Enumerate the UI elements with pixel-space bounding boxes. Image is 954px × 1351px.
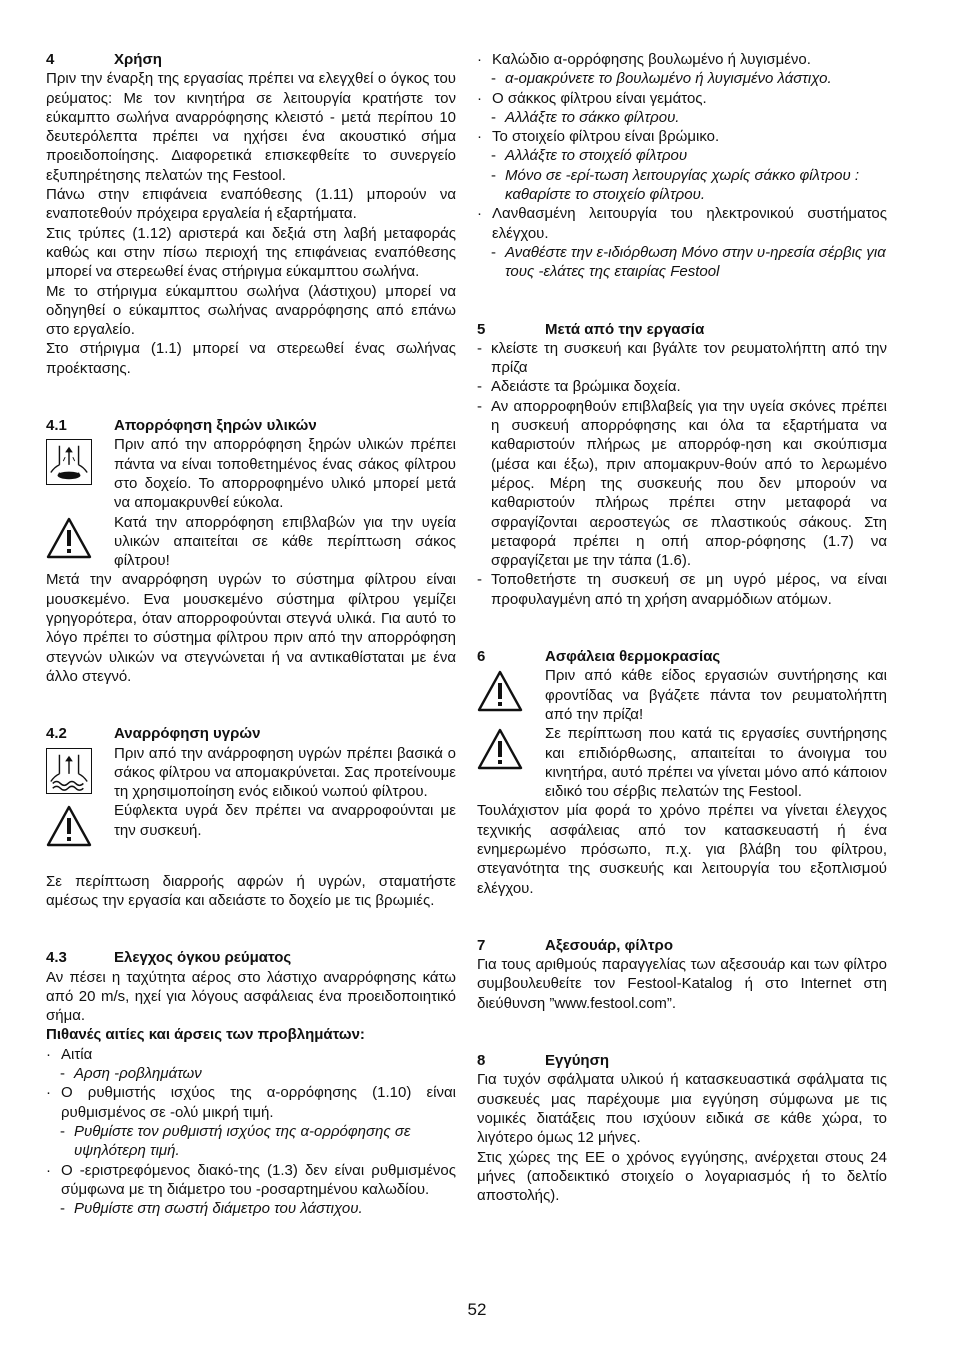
paragraph: Εύφλεκτα υγρά δεν πρέπει να αναρροφούνται με την συσκευή. (114, 802, 456, 839)
warning-icon (477, 728, 523, 770)
section-title: Εγγύηση (545, 1052, 610, 1070)
list-item: · Ο ρυθμιστής ισχύος της α-ορρόφησης (1.10) είναι ρυθμισμένος σε -ολύ μικρή τιμή. (46, 1084, 456, 1121)
list-item: · Ο -εριστρεφόμενος διακό-της (1.3) δεν είναι ρυθμισμένος σύμφωνα με τη διάμετρο του -ροσαρτημένου καλωδίου. (46, 1161, 456, 1198)
section-number: 5 (477, 320, 486, 338)
section-number: 4.2 (46, 725, 67, 743)
list-item: · Αιτία (46, 1045, 93, 1063)
right-column (477, 50, 887, 1205)
section-4-1-heading (46, 416, 456, 435)
paragraph: Σε περίπτωση διαρροής αφρών ή υγρών, σταματήστε αμέσως την εργασία και αδειάστε το δοχείο με τις βρωμιές. (46, 872, 456, 909)
dry-material-icon (46, 439, 92, 485)
paragraph: Τουλάχιστον μία φορά το χρόνο πρέπει να γίνεται έλεγχος τεχνικής ασφάλειας από τον κατασκευαστή ή ένα ενημερωμένο πρόσωπο, π.χ. για βλάβη του φίλτρου, στεγανότητα της συσκευής και λειτουργία του εξοπλισμού ελέγχου. (477, 802, 887, 897)
section-title: Αξεσουάρ, φίλτρο (545, 936, 673, 954)
section-number: 4 (46, 51, 55, 68)
warning-block (477, 666, 887, 724)
warning-icon (46, 517, 92, 559)
paragraph: Αν πέσει η ταχύτητα αέρος στο λάστιχο αναρρόφησης κάτω από 20 m/s, ηχεί για λόγους ασφάλειας ένα προειδοποιητικό σήμα. (46, 968, 456, 1025)
section-number: 8 (477, 1052, 486, 1070)
page-number: 52 (467, 1300, 487, 1319)
list-subitem: - Ρυθμίστε τον ρυθμιστή ισχύος της α-ορρόφησης σε υψηλότερη τιμή. (60, 1122, 411, 1160)
paragraph: Κατά την απορρόφηση επιβλαβών για την υγεία υλικών απαιτείται σε κάθε περίπτωση σάκος φίλτρου! (114, 513, 456, 570)
list-item: - Τοποθετήστε τη συσκευή σε μη υγρό μέρος, να είναι προφυλαγμένη από τη χρήση αναρμόδιων ατόμων. (477, 571, 887, 608)
paragraph: Για τυχόν σφάλματα υλικού ή κατασκευαστικά σφάλματα τις συσκευές μας παρέχουμε μια εγγύηση σύμφωνα με τις νομικές διατάξεις που ισχύουν ειδικά σε κάθε χώρα, το λιγότερο όμως 12 μήνες. (477, 1071, 887, 1147)
list-subitem: - Αρση -ροβλημάτων (60, 1065, 202, 1083)
list-subitem: - Αλλάξτε το σάκκο φίλτρου. (491, 108, 680, 126)
section-title: Ασφάλεια θερμοκρασίας (545, 648, 721, 666)
list-item: · Ο σάκκος φίλτρου είναι γεμάτος. (477, 89, 707, 107)
paragraph: Στο στήριγμα (1.1) μπορεί να στερεωθεί ένας σωλήνας προέκτασης. (46, 340, 456, 377)
warning-block (46, 513, 456, 571)
section-title: Ελεγχος όγκου ρεύματος (114, 949, 292, 967)
paragraph: Πριν από κάθε είδος εργασιών συντήρησης και φροντίδας να βγάζετε πάντα τον ρευματολήπτη από την πρίζα! (545, 667, 887, 723)
list-item: - κλείστε τη συσκευή και βγάλτε τον ρευματολήπτη από την πρίζα (477, 339, 887, 377)
paragraph: Σε περίπτωση που κατά τις εργασίες συντήρησης και επιδιόρθωσης, απαιτείται το άνοιγμα του κινητήρα, αυτό πρέπει να γίνεται μόνο από κάποιον ειδικό του σέρβις πελατών της Festool. (545, 725, 887, 801)
section-title: Χρήση (114, 51, 162, 68)
list-item: · Το στοιχείο φίλτρου είναι βρώμικο. (477, 128, 720, 146)
section-title: Μετά από την εργασία (545, 320, 705, 338)
section-5-heading (477, 320, 887, 339)
section-number: 6 (477, 648, 486, 666)
warning-icon (46, 805, 92, 847)
list-item: · Λανθασμένη λειτουργία του ηλεκτρονικού συστήματος ελέγχου. (477, 205, 887, 242)
paragraph: Πριν από την απορρόφηση ξηρών υλικών πρέπει πάντα να είναι τοποθετημένος ένας σάκος φίλτρου στο δοχείο. Το απορροφημένο υλικό μπορεί μετά να απομακρυνθεί εύκολα. (114, 436, 456, 512)
section-4-heading (46, 50, 456, 69)
section-title: Αναρρόφηση υγρών (114, 725, 261, 743)
dry-suction-block (46, 435, 456, 512)
warning-block (46, 801, 456, 852)
paragraph: Πριν από την ανάρροφηση υγρών πρέπει βασικά ο σάκος φίλτρου να απομακρύνεται. Σας προτείνουμε τη χρησιμοποίηση ενός ειδικού νωπού φίλτρου. (114, 744, 456, 801)
section-6-heading (477, 647, 887, 666)
paragraph: Με το στήριγμα εύκαμπτου σωλήνα (λάστιχου) μπορεί να οδηγηθεί ο εύκαμπτος σωλήνας αναρρόφησης από επάνω στο εργαλείο. (46, 282, 456, 339)
paragraph: Πριν την έναρξη της εργασίας πρέπει να ελεγχθεί ο όγκος του ρεύματος: Με τον κινητήρα σε λειτουργία κρατήστε τον εύκαμπτο σωλήνα αναρρόφησης κλειστό - μετά περίπου 10 δευτερόλεπτα πρέπει να ηχήσει ένα ακουστικό σήμα προειδοποίησης. Διαφορετικά επισκεφθείτε το συνεργείο εξυπηρέτησης πελατών της Festool. (46, 70, 456, 184)
wet-suction-block (46, 744, 456, 802)
list-subitem: - Αναθέστε την ε-ιδιόρθωση Μόνο στην υ-ηρεσία σέρβις για τους -ελάτες της εταιρίας Festool (491, 243, 886, 281)
list-item: - Αν απορροφηθούν επιβλαβείς για την υγεία σκόνες πρέπει η συσκευή απορρόφησης και όλα τα εξαρτήματα να καθαριστούν πλήρως με απορρόφ-ηση και σκούπισμα (μέσα και έξω), πριν απομακρυν-θούν από το λερωμένο μέρος. Μέρη της συσκευής που δεν μπορούν να καθαριστούν πλήρως πρέπει στην μεταφορά να σφραγίζονται αεροστεγώς σε πλαστικούς σάκους. Στη μεταφορά πρέπει η οπή απορ-ρόφησης (1.7) να σφραγίζεται με την τάπα (1.6). (477, 397, 887, 570)
section-title: Απορρόφηση ξηρών υλικών (114, 417, 317, 435)
paragraph: Πάνω στην επιφάνεια εναπόθεσης (1.11) μπορούν να εναποτεθούν πρόχειρα εργαλεία ή εξαρτήματα. (46, 186, 456, 223)
list-subitem: - Ρυθμίστε στη σωστή διάμετρο του λάστιχου. (60, 1200, 363, 1218)
paragraph: Για τους αριθμούς παραγγελίας των αξεσουάρ και των φίλτρο συμβουλευθείτε τον Festool-Katalog ή στο Internet στη διεύθυνση ”www.festool.com”. (477, 956, 887, 1012)
list-subitem: - Μόνο σε -ερί-τωση λειτουργίας χωρίς σάκκο φίλτρου : καθαρίστε το στοιχείο φίλτρου. (491, 166, 860, 204)
paragraph: Στις τρύπες (1.12) αριστερά και δεξιά στη λαβή μεταφοράς καθώς και στην πίσω περιοχή της επιφάνειας εναπόθεσης μπορεί να στερεωθεί ένας στήριγμα εύκαμπτου σωλήνα. (46, 224, 456, 281)
section-4-3-heading (46, 948, 456, 967)
paragraph: Μετά την αναρρόφηση υγρών το σύστημα φίλτρου είναι μουσκεμένο. Ενα μουσκεμένο σύστημα φίλτρου γεμίζει γρηγορότερα, όταν απορροφούνται στεγνά υλικά. Για αυτό το λόγο πρέπει το σύστημα φίλτρου πριν από την απορρόφηση στεγνών υλικών να στεγνώνεται ή να αντικαθίσταται με ένα άλλο στεγνό. (46, 571, 456, 685)
section-number: 4.1 (46, 417, 67, 435)
warning-icon (477, 670, 523, 712)
section-8-heading (477, 1051, 887, 1070)
section-number: 7 (477, 936, 486, 954)
warning-block (477, 724, 887, 801)
list-item: - Αδειάστε τα βρώμικα δοχεία. (477, 378, 681, 396)
left-column (46, 50, 456, 1218)
wet-material-icon (46, 748, 92, 794)
list-item: · Καλώδιο α-ορρόφησης βουλωμένο ή λυγισμένο. (477, 51, 811, 68)
section-7-heading (477, 936, 887, 955)
section-number: 4.3 (46, 949, 67, 967)
subheading: Πιθανές αιτίες και άρσεις των προβλημάτων: (46, 1026, 365, 1044)
paragraph: Στις χώρες της ΕΕ ο χρόνος εγγύησης, ανέρχεται στους 24 μήνες (αποδεικτικό στοιχείο ο λογαριασμός ή το δελτίο αποστολής). (477, 1148, 887, 1205)
list-subitem: - α-ομακρύνετε το βουλωμένο ή λυγισμένο λάστιχο. (491, 70, 832, 88)
section-4-2-heading (46, 724, 456, 743)
list-subitem: - Αλλάξτε το στοιχείό φίλτρου (491, 147, 688, 165)
